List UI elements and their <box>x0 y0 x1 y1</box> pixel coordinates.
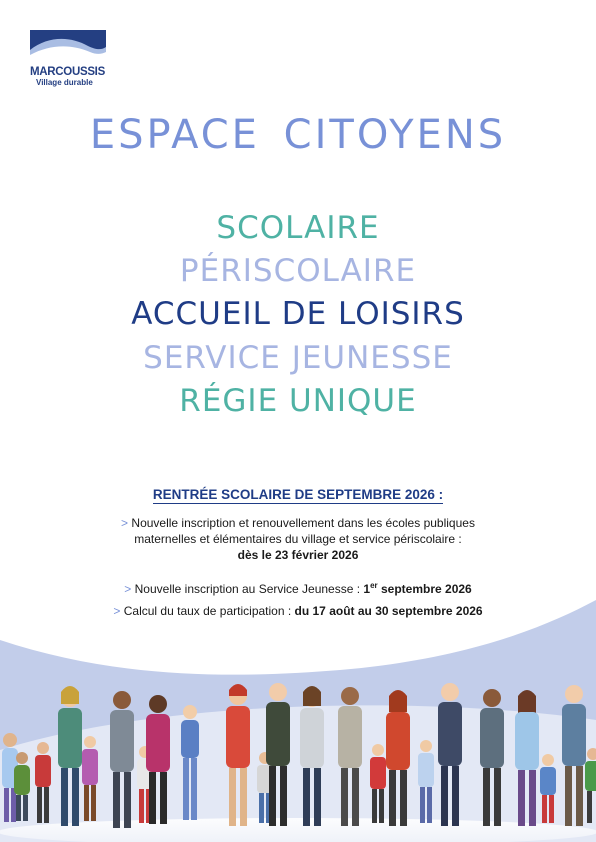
info-line: Nouvelle inscription au Service Jeunesse : <box>134 582 364 596</box>
logo-wave-icon <box>30 30 106 64</box>
service-accueil-de-loisirs: ACCUEIL DE LOISIRS <box>131 296 465 332</box>
logo-name: MARCOUSSIS <box>30 66 105 78</box>
info-item-service-jeunesse <box>0 578 596 597</box>
service-scolaire: SCOLAIRE <box>216 210 380 246</box>
service-jeunesse: SERVICE JEUNESSE <box>143 340 453 376</box>
info-line: maternelles et élémentaires du village et service périscolaire : <box>134 532 462 546</box>
info-date: 1er septembre 2026 <box>363 581 472 596</box>
service-regie-unique: RÉGIE UNIQUE <box>179 383 417 419</box>
info-date: dès le 23 février 2026 <box>237 548 359 562</box>
crowd-of-people-illustration <box>0 600 596 842</box>
info-heading: RENTRÉE SCOLAIRE DE SEPTEMBRE 2026 : <box>152 487 444 502</box>
info-line: Nouvelle inscription et renouvellement dans les écoles publiques <box>131 516 475 530</box>
arrow-icon: > <box>113 604 121 618</box>
page-title: ESPACE CITOYENS <box>89 112 507 158</box>
info-date: du 17 août au 30 septembre 2026 <box>294 604 483 618</box>
marcoussis-logo <box>30 30 108 87</box>
arrow-icon: > <box>121 516 129 530</box>
arrow-icon: > <box>124 582 132 596</box>
info-item-inscription-ecoles <box>0 515 596 563</box>
info-line: Calcul du taux de participation : <box>123 604 295 618</box>
service-periscolaire: PÉRISCOLAIRE <box>179 253 417 289</box>
logo-tagline: Village durable <box>36 78 93 87</box>
